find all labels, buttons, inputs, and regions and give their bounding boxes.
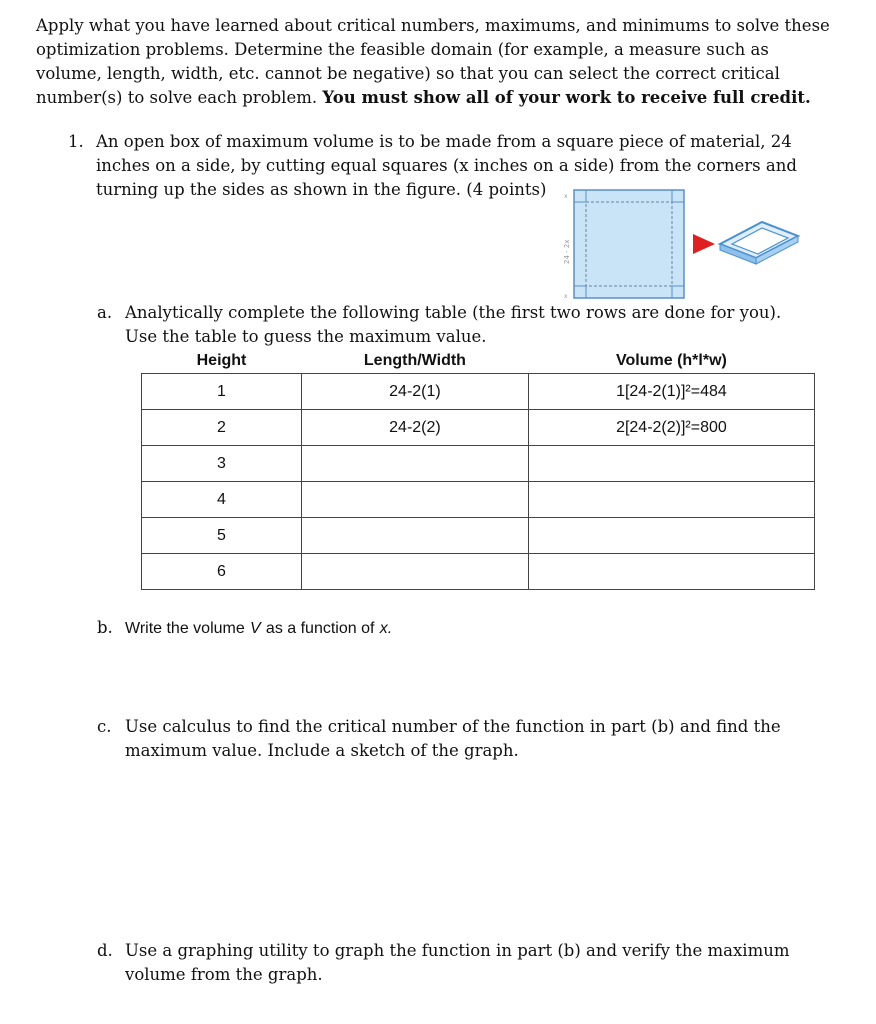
part-c <box>97 715 797 763</box>
tick-top: x <box>564 193 568 200</box>
table-row <box>142 446 815 482</box>
cell-volume[interactable]: 2[24-2(2)]²=800 <box>528 410 814 446</box>
cell-length[interactable] <box>302 554 529 590</box>
cell-height: 6 <box>142 554 302 590</box>
side-label: 24 - 2x <box>563 239 571 264</box>
table-row <box>142 374 815 410</box>
part-a-line-2: Use the table to guess the maximum value. <box>125 327 487 346</box>
tick-bottom: x <box>564 293 568 300</box>
cell-volume[interactable]: 1[24-2(1)]²=484 <box>528 374 814 410</box>
cell-length[interactable]: 24-2(2) <box>302 410 529 446</box>
cell-length[interactable] <box>302 446 529 482</box>
instructions-text: Apply what you have learned about critical numbers, maximums, and minimums to solve these optimization problems. Determine the feasible domain (for example, a measure such as volume, length, width, etc. cannot be negative) so that you can select the correct critical number(s) to solve each problem. <box>36 16 830 107</box>
cell-volume[interactable] <box>528 446 814 482</box>
part-a-line-1: Analytically complete the following table (the first two rows are done for you). <box>125 303 782 322</box>
cell-height: 3 <box>142 446 302 482</box>
table-row <box>142 554 815 590</box>
part-b-var-v: V <box>250 620 261 637</box>
table-row <box>142 518 815 554</box>
flat-material-square <box>574 190 684 298</box>
part-a <box>97 301 797 349</box>
table-header-row <box>142 349 815 374</box>
cell-volume[interactable] <box>528 554 814 590</box>
cell-height: 1 <box>142 374 302 410</box>
material-square <box>574 190 684 298</box>
part-c-text: Use calculus to find the critical number of the function in part (b) and find the maximum value. Include a sketch of the graph. <box>125 717 781 760</box>
header-length: Length/Width <box>302 349 529 374</box>
cell-height: 2 <box>142 410 302 446</box>
cell-height: 4 <box>142 482 302 518</box>
header-volume: Volume (h*l*w) <box>528 349 814 374</box>
cell-length[interactable] <box>302 518 529 554</box>
part-b <box>97 616 797 641</box>
part-c-label: c. <box>97 717 112 736</box>
cell-volume[interactable] <box>528 482 814 518</box>
table-row <box>142 410 815 446</box>
part-d <box>97 939 797 987</box>
header-height: Height <box>142 349 302 374</box>
cell-length[interactable]: 24-2(1) <box>302 374 529 410</box>
part-a-label: a. <box>97 303 113 322</box>
part-b-text-before: Write the volume <box>125 620 245 637</box>
part-b-var-x: x. <box>379 620 393 637</box>
instructions-bold: You must show all of your work to receive full credit. <box>322 88 811 107</box>
cell-height: 5 <box>142 518 302 554</box>
box-figure <box>560 184 805 304</box>
folded-box <box>720 222 798 264</box>
table-row <box>142 482 815 518</box>
part-d-text: Use a graphing utility to graph the function in part (b) and verify the maximum volume from the graph. <box>125 941 790 984</box>
part-b-label: b. <box>97 618 113 637</box>
instructions <box>36 14 836 110</box>
arrow-icon <box>693 234 715 254</box>
part-d-label: d. <box>97 941 113 960</box>
cell-length[interactable] <box>302 482 529 518</box>
volume-table <box>141 349 815 590</box>
cell-volume[interactable] <box>528 518 814 554</box>
part-b-text-after: as a function of <box>265 620 375 637</box>
question-number: 1. <box>68 132 84 151</box>
question-1-text: An open box of maximum volume is to be made from a square piece of material, 24 inches on a side, by cutting equal squares (x inches on a side) from the corners and turning up the sides as shown in the figure. (4 points) <box>96 132 797 199</box>
